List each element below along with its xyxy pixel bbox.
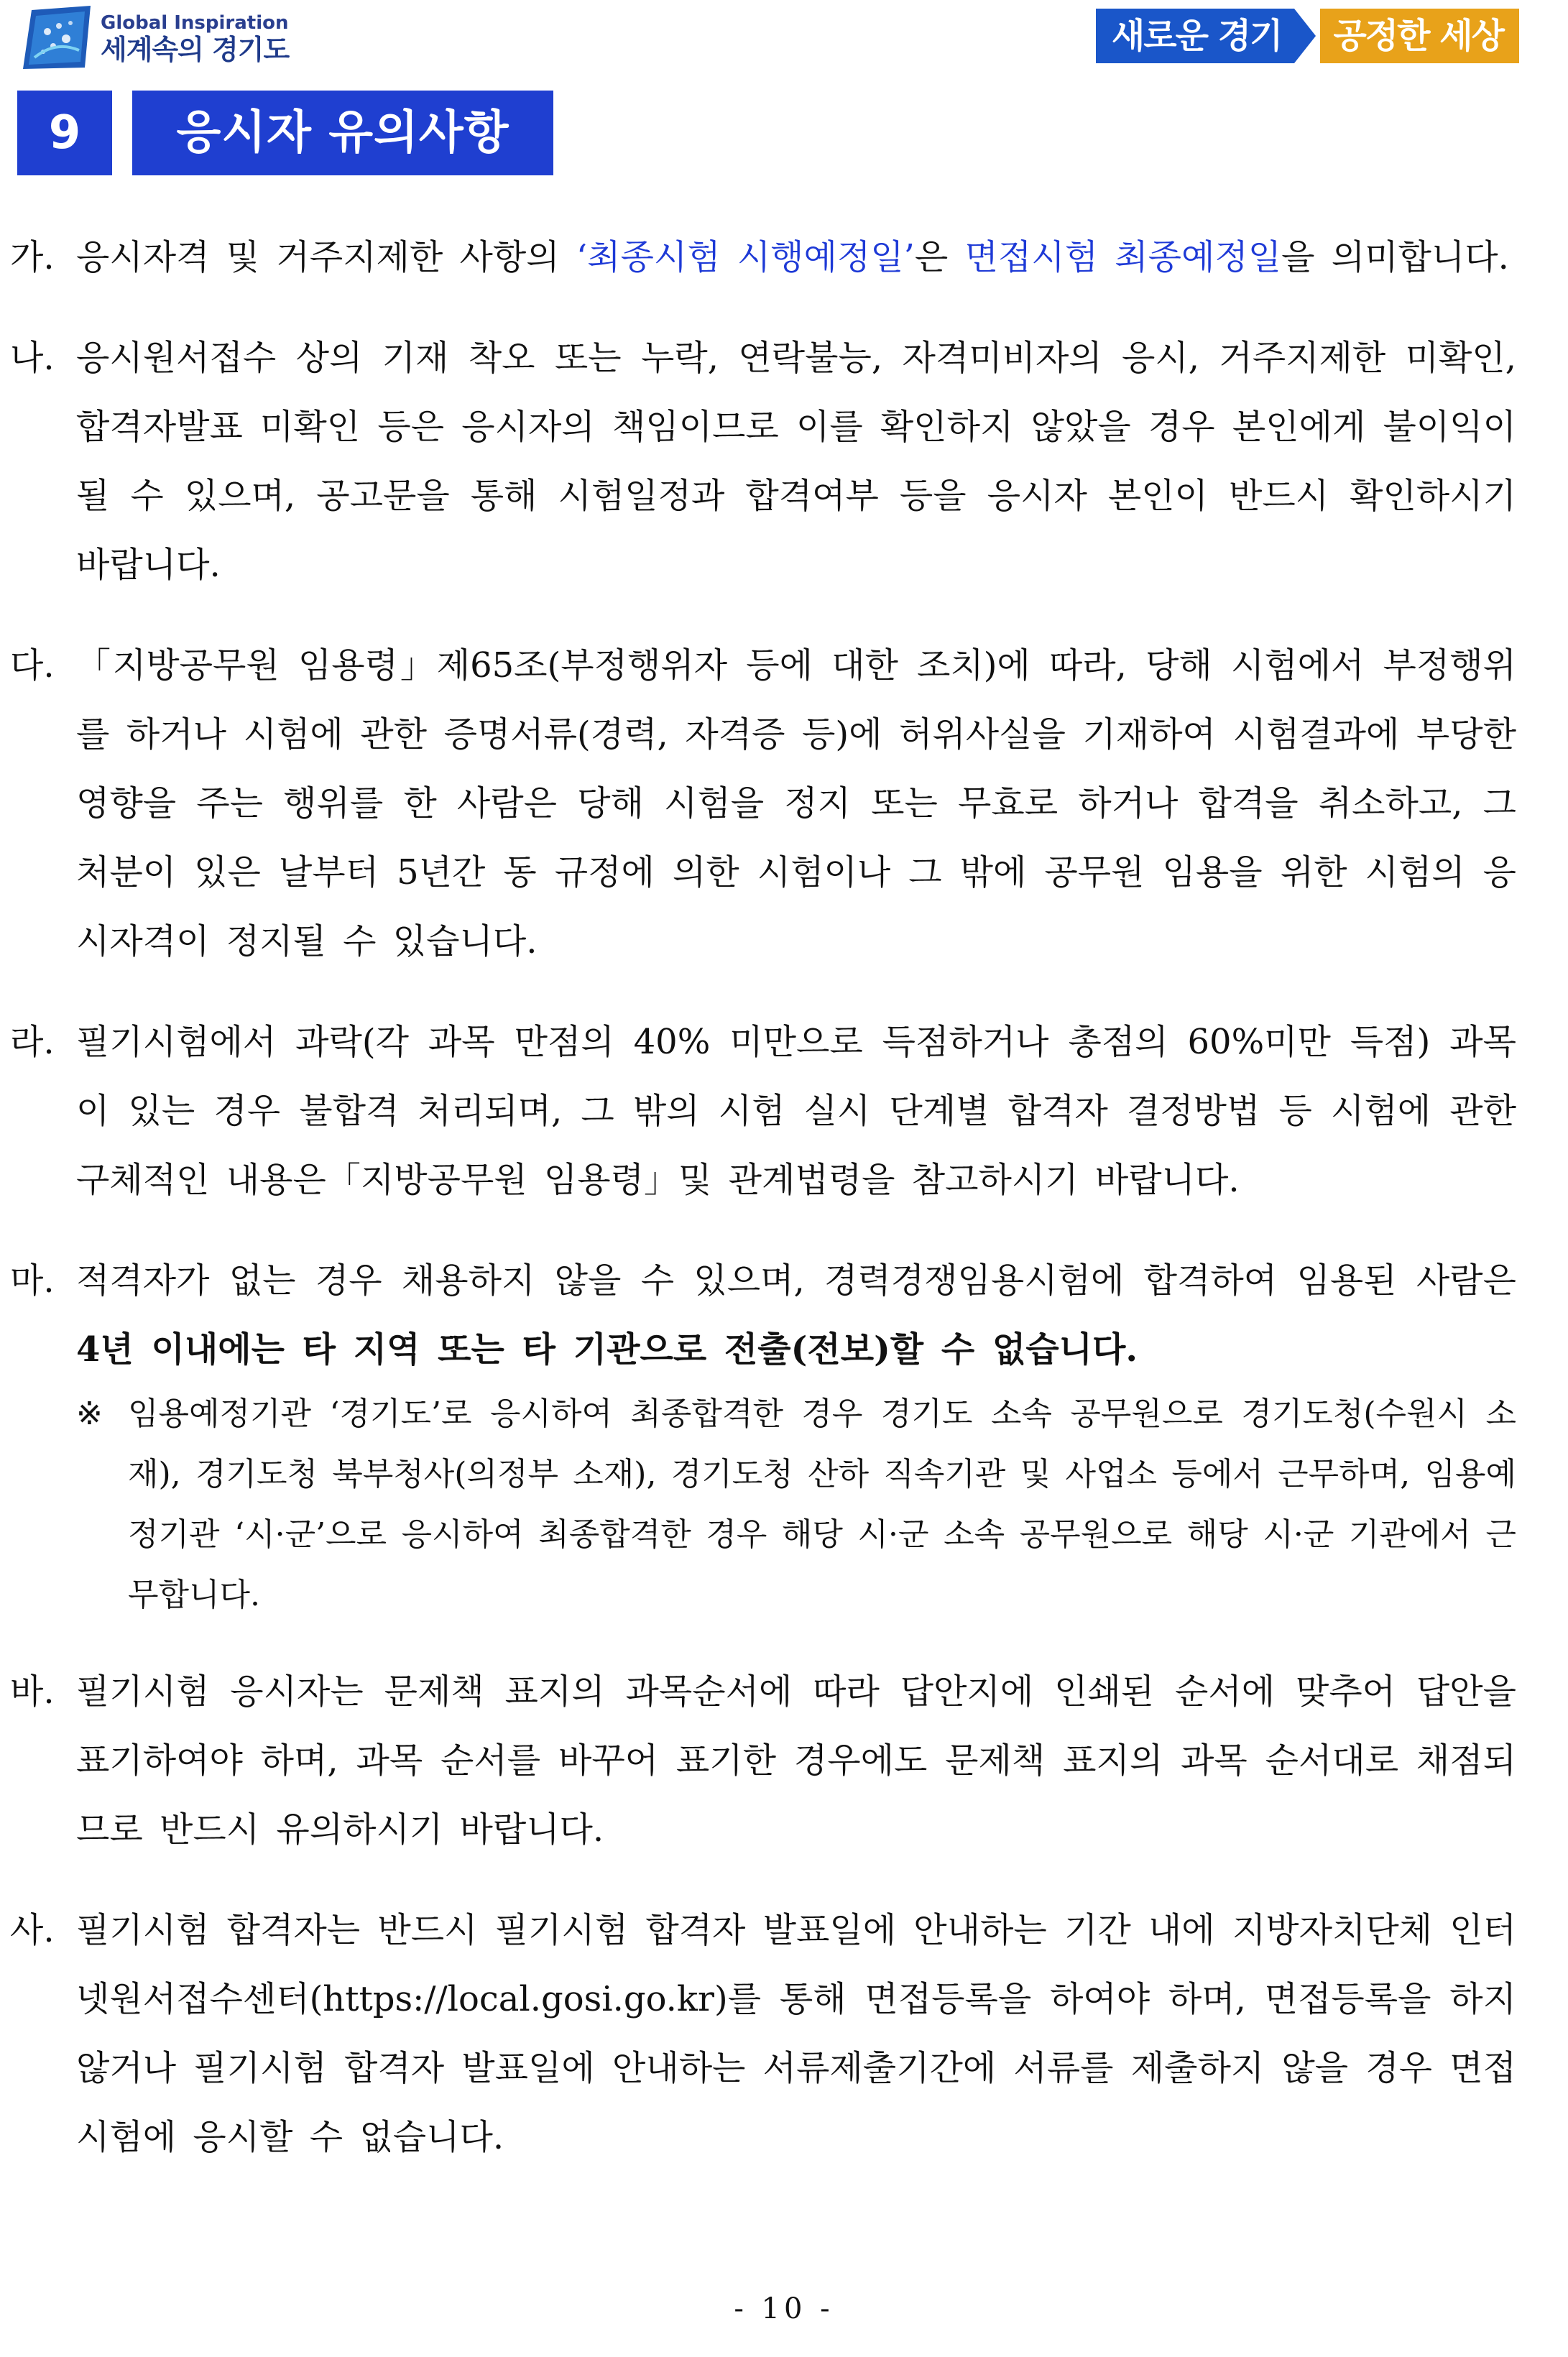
item-text: 응시원서접수 상의 기재 착오 또는 누락, 연락불능, 자격미비자의 응시, 거주지제한 미확인, 합격자발표 미확인 등은 응시자의 책임이므로 이를 확인하지 않았을 경우 본인에게 불이익이 될 수 있으며, 공고문을 통해 시험일정과 합격여부 등을 응시자 본인이 반드시 확인하시기 바랍니다. <box>76 338 1516 585</box>
notice-item-ma <box>0 1246 1568 1625</box>
item-text: 필기시험에서 과락(각 과목 만점의 40% 미만으로 득점하거나 총점의 60%미만 득점) 과목이 있는 경우 불합격 처리되며, 그 밖의 시험 실시 단계별 합격자 결정방법 등 시험에 관한 구체적인 내용은「지방공무원 임용령」및 관계법령을 참고하시기 바랍니다. <box>76 1022 1516 1200</box>
item-text <box>76 223 1516 292</box>
item-note <box>76 1384 1516 1625</box>
text-segment: 응시자격 및 거주지제한 사항의 <box>76 237 576 277</box>
item-text: 필기시험 응시자는 문제책 표지의 과목순서에 따라 답안지에 인쇄된 순서에 맞추어 답안을 표기하여야 하며, 과목 순서를 바꾸어 표기한 경우에도 문제책 표지의 과목 순서대로 채점되므로 반드시 유의하시기 바랍니다. <box>76 1671 1516 1850</box>
notice-item-ga <box>0 223 1568 292</box>
notice-list <box>0 223 1568 2203</box>
slogan-arrow-icon <box>1294 9 1316 63</box>
notice-item-ba <box>0 1657 1568 1864</box>
gyeonggi-emblem-icon <box>19 4 93 73</box>
highlight-interview-date: 면접시험 최종예정일 <box>964 237 1282 277</box>
item-text: 필기시험 합격자는 반드시 필기시험 합격자 발표일에 안내하는 기간 내에 지방자치단체 인터넷원서접수센터(https://local.gosi.go.kr)를 통해 면접등록을 하여야 하며, 면접등록을 하지 않거나 필기시험 합격자 발표일에 안내하는 서류제출기간에 서류를 제출하지 않을 경우 면접시험에 응시할 수 없습니다. <box>76 1910 1516 2157</box>
item-marker: 나. <box>10 338 55 378</box>
note-text: 임용예정기관 ‘경기도’로 응시하여 최종합격한 경우 경기도 소속 공무원으로 경기도청(수원시 소재), 경기도청 북부청사(의정부 소재), 경기도청 산하 직속기관 및 사업소 등에서 근무하며, 임용예정기관 ‘시·군’으로 응시하여 최종합격한 경우 해당 시·군 소속 공무원으로 해당 시·군 기관에서 근무합니다. <box>128 1396 1516 1613</box>
section-heading <box>17 91 553 175</box>
item-marker: 바. <box>10 1671 55 1712</box>
item-marker: 라. <box>10 1022 55 1062</box>
text-segment: 은 <box>914 237 965 277</box>
page-number: - 10 - <box>734 2292 834 2325</box>
slogan-part1: 새로운 경기 <box>1096 9 1295 63</box>
item-marker: 사. <box>10 1910 55 1950</box>
highlight-exam-date: ‘최종시험 시행예정일’ <box>576 237 915 277</box>
section-number: 9 <box>17 91 112 175</box>
notice-item-ra <box>0 1007 1568 1214</box>
item-marker: 마. <box>10 1260 55 1301</box>
item-marker: 다. <box>10 645 55 686</box>
section-title: 응시자 유의사항 <box>132 91 553 175</box>
item-marker: 가. <box>10 237 55 277</box>
text-segment: 적격자가 없는 경우 채용하지 않을 수 있으며, 경력경쟁임용시험에 합격하여 임용된 사람은 <box>76 1260 1516 1301</box>
notice-item-da <box>0 631 1568 976</box>
notice-item-sa <box>0 1896 1568 2172</box>
slogan-part2: 공정한 세상 <box>1320 9 1519 63</box>
notice-item-na <box>0 323 1568 599</box>
note-mark: ※ <box>76 1396 103 1432</box>
slogan-banner <box>1096 9 1519 63</box>
bold-transfer-restriction: 4년 이내에는 타 지역 또는 타 기관으로 전출(전보)할 수 없습니다. <box>76 1329 1138 1370</box>
logo-korean-text: 세계속의 경기도 <box>101 34 290 65</box>
item-text <box>76 1246 1516 1384</box>
text-segment: 을 의미합니다. <box>1281 237 1509 277</box>
gyeonggi-logo <box>19 4 289 73</box>
logo-english-text: Global Inspiration <box>101 12 289 34</box>
item-text: 「지방공무원 임용령」제65조(부정행위자 등에 대한 조치)에 따라, 당해 시험에서 부정행위를 하거나 시험에 관한 증명서류(경력, 자격증 등)에 허위사실을 기재하여 시험결과에 부당한 영향을 주는 행위를 한 사람은 당해 시험을 정지 또는 무효로 하거나 합격을 취소하고, 그 처분이 있은 날부터 5년간 동 규정에 의한 시험이나 그 밖에 공무원 임용을 위한 시험의 응시자격이 정지될 수 있습니다. <box>76 645 1516 961</box>
